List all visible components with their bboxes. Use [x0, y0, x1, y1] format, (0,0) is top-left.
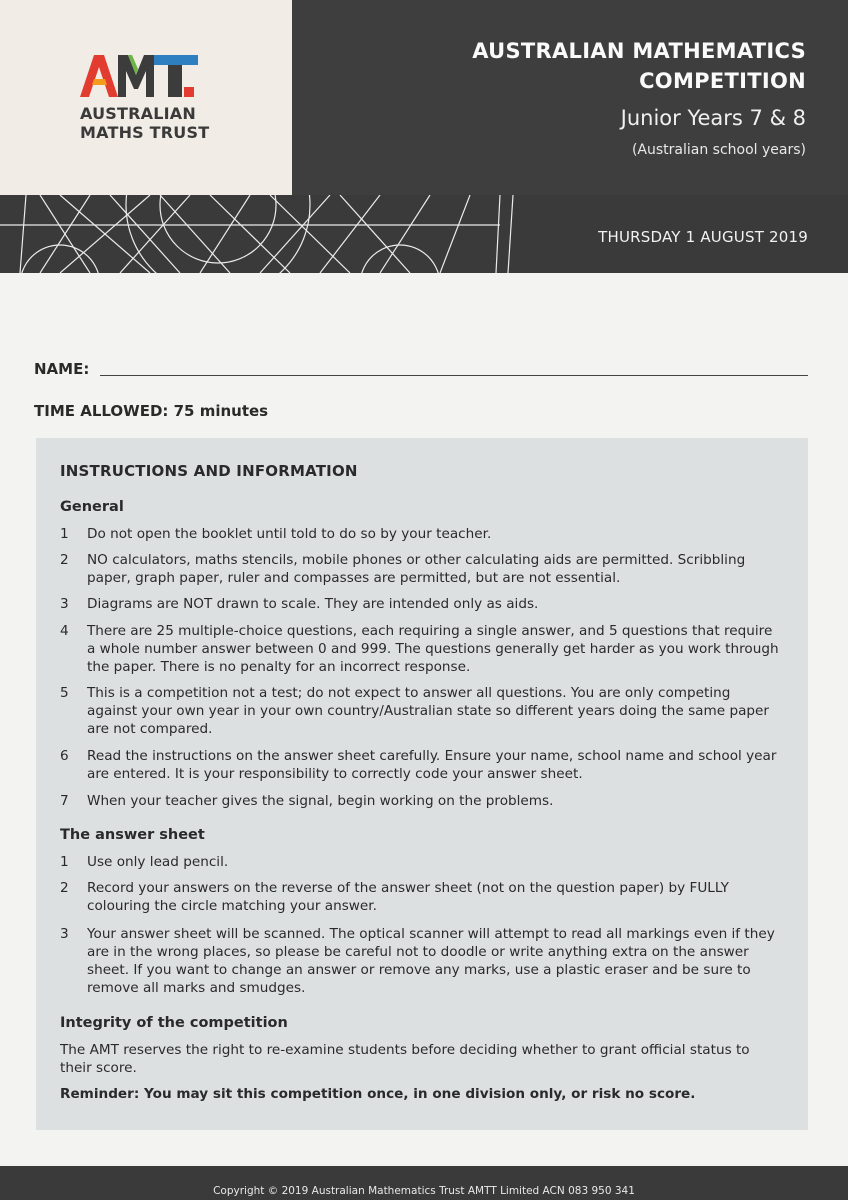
general-item-4 [60, 622, 784, 676]
item-text: There are 25 multiple-choice questions, each requiring a single answer, and 5 questions that require a whole number answer between 0 and 999. The questions generally get harder as you work through the paper. There is no penalty for an incorrect response. [87, 623, 779, 675]
name-write-line [100, 375, 808, 376]
amt-logo-mark [80, 55, 200, 97]
competition-title-line-1: AUSTRALIAN MATHEMATICS [472, 39, 806, 63]
copyright-text: Copyright © 2019 Australian Mathematics Trust AMTT Limited ACN 083 950 341 [213, 1185, 635, 1197]
cover-header [0, 0, 848, 273]
item-number: 3 [60, 596, 69, 612]
competition-date: THURSDAY 1 AUGUST 2019 [598, 228, 808, 246]
item-number: 7 [60, 793, 69, 809]
item-text: This is a competition not a test; do not expect to answer all questions. You are only competing against your own year in your own country/Australian state so different years doing the same paper are not compared. [87, 685, 769, 737]
item-number: 3 [60, 926, 69, 942]
instructions-title: INSTRUCTIONS AND INFORMATION [60, 462, 358, 480]
item-number: 2 [60, 880, 69, 896]
reminder-text: Reminder: You may sit this competition once, in one division only, or risk no score. [60, 1086, 696, 1102]
item-text: Use only lead pencil. [87, 854, 229, 870]
general-item-2 [60, 551, 784, 587]
item-text: Your answer sheet will be scanned. The optical scanner will attempt to read all markings even if they are in the wrong places, so please be careful not to doodle or write anything extra on the answer sheet. If you want to change an answer or remove any marks, use a plastic eraser and be sure to remove all marks and smudges. [87, 926, 775, 996]
item-text: Read the instructions on the answer sheet carefully. Ensure your name, school name and school year are entered. It is your responsibility to correctly code your answer sheet. [87, 748, 777, 782]
logo-line-1: AUSTRALIAN [80, 104, 196, 123]
title-block [292, 0, 848, 195]
integrity-heading: Integrity of the competition [60, 1015, 288, 1031]
time-allowed: TIME ALLOWED: 75 minutes [34, 402, 269, 420]
general-item-7 [60, 792, 784, 810]
division-note: (Australian school years) [631, 142, 806, 158]
item-number: 1 [60, 854, 69, 870]
item-text: When your teacher gives the signal, begin working on the problems. [87, 793, 554, 809]
competition-title-line-2: COMPETITION [639, 69, 806, 93]
item-number: 6 [60, 748, 69, 764]
item-text: Record your answers on the reverse of the answer sheet (not on the question paper) by FULLY colouring the circle matching your answer. [87, 880, 729, 914]
general-heading: General [60, 499, 124, 515]
logo-block [0, 0, 292, 195]
general-item-1 [60, 525, 784, 543]
general-item-3 [60, 595, 784, 613]
general-item-6 [60, 747, 784, 783]
logo-line-2: MATHS TRUST [80, 123, 210, 142]
item-number: 4 [60, 623, 69, 639]
answer-sheet-item-3 [60, 925, 784, 997]
competition-title [346, 36, 806, 96]
integrity-text: The AMT reserves the right to re-examine students before deciding whether to grant official status to their score. [60, 1042, 750, 1076]
answer-sheet-heading: The answer sheet [60, 827, 205, 843]
item-text: NO calculators, maths stencils, mobile phones or other calculating aids are permitted. Scribbling paper, graph paper, ruler and compasses are permitted, but are not essential. [87, 552, 746, 586]
item-number: 2 [60, 552, 69, 568]
footer-bar [0, 1166, 848, 1200]
name-field-row [34, 360, 808, 380]
division-label: Junior Years 7 & 8 [620, 106, 806, 130]
logo-wordmark [80, 104, 240, 142]
item-number: 1 [60, 526, 69, 542]
item-text: Diagrams are NOT drawn to scale. They are intended only as aids. [87, 596, 539, 612]
answer-sheet-item-1 [60, 853, 784, 871]
general-item-5 [60, 684, 784, 738]
item-text: Do not open the booklet until told to do so by your teacher. [87, 526, 492, 542]
instructions-panel [36, 438, 808, 1130]
name-label: NAME: [34, 360, 90, 378]
answer-sheet-item-2 [60, 879, 784, 915]
item-number: 5 [60, 685, 69, 701]
